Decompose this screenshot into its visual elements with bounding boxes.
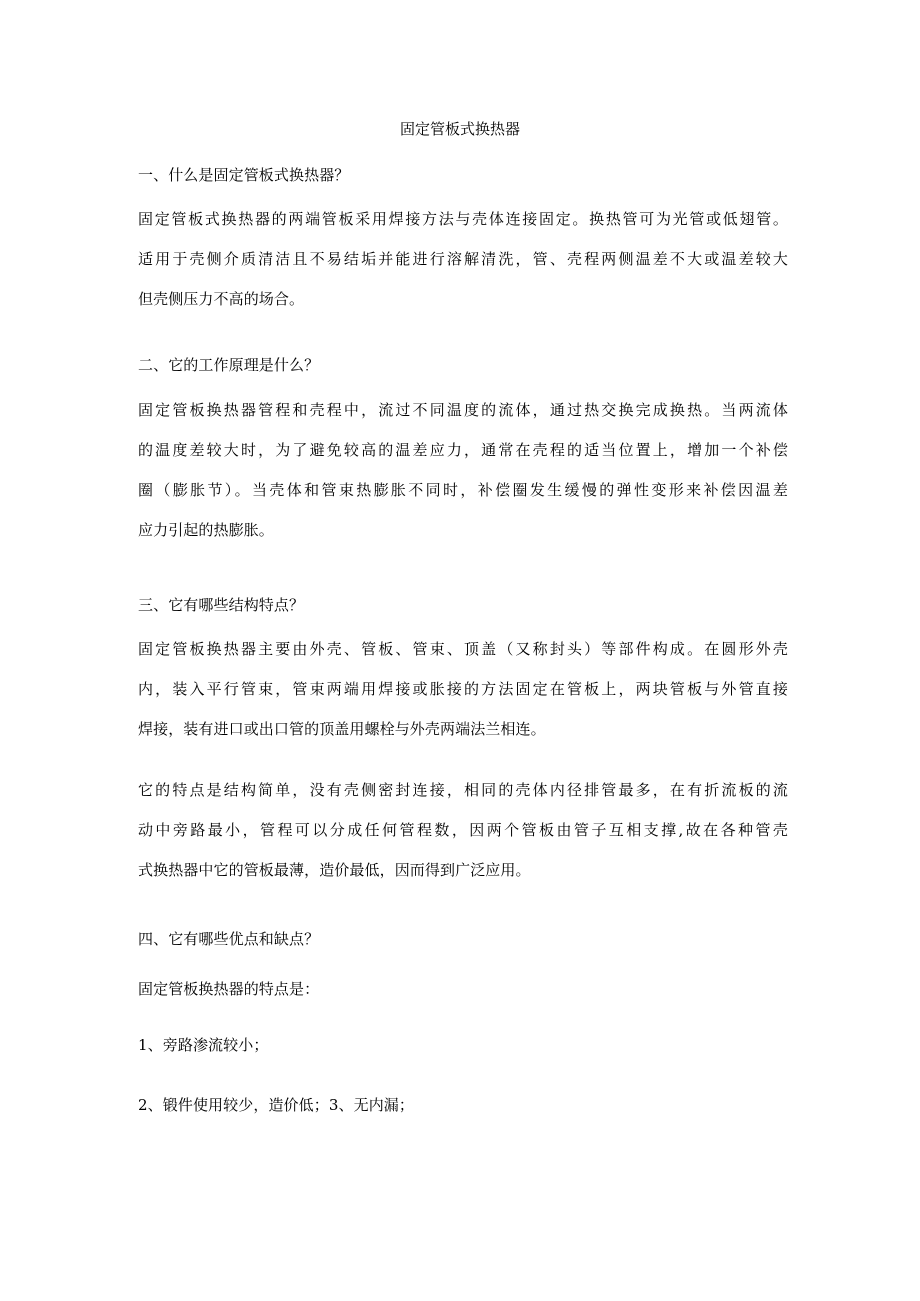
paragraph-line: 应力引起的热膨胀。 (138, 521, 274, 539)
section-4 (138, 919, 788, 959)
paragraph-line: 焊接，装有进口或出口管的顶盖用螺栓与外壳两端法兰相连。 (138, 720, 546, 738)
section-heading: 四、它有哪些优点和缺点？ (138, 930, 320, 948)
paragraph-line: 固定管板式换热器的两端管板采用焊接方法与壳体连接固定。换热管可为光管或低翅管。 (138, 210, 788, 228)
paragraph-line: 圈（膨胀节）。当壳体和管束热膨胀不同时，补偿圈发生缓慢的弹性变形来补偿因温差 (138, 481, 788, 499)
paragraph-line: 动中旁路最小，管程可以分成任何管程数，因两个管板由管子互相支撑,故在各种管壳 (138, 821, 788, 839)
document-title: 固定管板式换热器 (399, 120, 520, 138)
list-item-1 (138, 1025, 788, 1065)
paragraph-line: 适用于壳侧介质清洁且不易结垢并能进行溶解清洗，管、壳程两侧温差不大或温差较大 (138, 250, 788, 268)
paragraph-line: 它的特点是结构简单，没有壳侧密封连接，相同的壳体内径排管最多，在有折流板的流 (138, 781, 788, 799)
paragraph-line: 固定管板换热器管程和壳程中，流过不同温度的流体，通过热交换完成换热。当两流体 (138, 401, 788, 419)
section-3-paragraph-2 (138, 770, 788, 890)
section-4-paragraph (138, 969, 788, 1009)
section-heading: 三、它有哪些结构特点？ (138, 596, 305, 614)
paragraph-line: 固定管板换热器的特点是： (138, 980, 320, 998)
paragraph-line: 式换热器中它的管板最薄，造价最低，因而得到广泛应用。 (138, 861, 531, 879)
section-1-paragraph (138, 199, 788, 319)
paragraph-line: 的温度差较大时，为了避免较高的温差应力，通常在壳程的适当位置上，增加一个补偿 (138, 441, 788, 459)
paragraph-line: 内，装入平行管束，管束两端用焊接或胀接的方法固定在管板上，两块管板与外管直接 (138, 680, 788, 698)
section-2-paragraph (138, 390, 788, 550)
section-heading: 二、它的工作原理是什么？ (138, 356, 320, 374)
paragraph-line: 但壳侧压力不高的场合。 (138, 290, 305, 308)
list-item: 1、旁路渗流较小； (138, 1036, 269, 1054)
list-item-2 (138, 1085, 788, 1125)
section-heading: 一、什么是固定管板式换热器？ (138, 166, 350, 184)
list-item: 2、锻件使用较少，造价低；3、无内漏； (138, 1096, 414, 1114)
section-3 (138, 585, 788, 625)
section-2 (138, 345, 788, 385)
paragraph-line: 固定管板换热器主要由外壳、管板、管束、顶盖（又称封头）等部件构成。在圆形外壳 (138, 640, 788, 658)
section-1 (138, 155, 788, 195)
section-3-paragraph-1 (138, 629, 788, 749)
